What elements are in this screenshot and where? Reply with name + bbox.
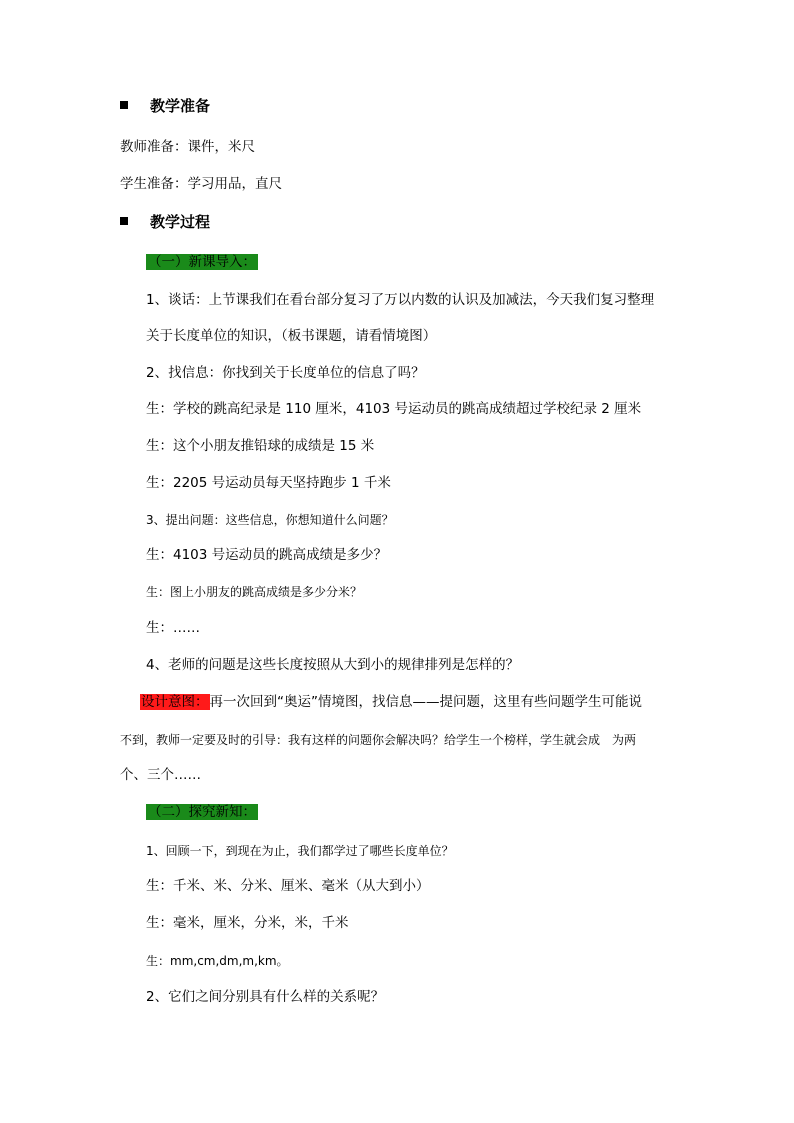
paragraph-line: 3、提出问题：这些信息，你想知道什么问题？ <box>146 513 394 527</box>
paragraph-line: 1、回顾一下，到现在为止，我们都学过了哪些长度单位？ <box>146 844 454 858</box>
design-intent-line: 不到，教师一定要及时的引导：我有这样的问题你会解决吗？给学生一个榜样，学生就会成 为两 <box>120 733 637 747</box>
design-intent-line: 个、三个…… <box>120 767 201 783</box>
paragraph-line: 生：mm,cm,dm,m,km。 <box>146 954 289 968</box>
paragraph-line: 2、它们之间分别具有什么样的关系呢？ <box>146 989 385 1005</box>
teacher-prep-line: 教师准备：课件，米尺 <box>120 139 255 155</box>
square-bullet-icon <box>120 217 128 225</box>
paragraph-line: 生：2205 号运动员每天坚持跑步 1 千米 <box>146 475 391 491</box>
paragraph-line: 生：学校的跳高纪录是 110 厘米，4103 号运动员的跳高成绩超过学校纪录 2 厘米 <box>146 401 642 417</box>
paragraph-line: 生：…… <box>146 620 200 636</box>
paragraph-line: 生：4103 号运动员的跳高成绩是多少？ <box>146 547 388 563</box>
part2-label-highlight: （二）探究新知： <box>148 804 256 820</box>
paragraph-line: 1、谈话：上节课我们在看台部分复习了万以内数的认识及加减法，今天我们复习整理 <box>146 292 655 308</box>
paragraph-line: 生：这个小朋友推铅球的成绩是 15 米 <box>146 438 375 454</box>
design-intent-line <box>140 692 642 712</box>
student-prep-line: 学生准备：学习用品，直尺 <box>120 176 282 192</box>
paragraph-line: 2、找信息：你找到关于长度单位的信息了吗？ <box>146 365 425 381</box>
paragraph-line: 关于长度单位的知识，（板书课题，请看情境图） <box>146 328 437 344</box>
design-intent-label: 设计意图： <box>141 694 209 710</box>
part1-label <box>146 252 258 272</box>
paragraph-line: 4、老师的问题是这些长度按照从大到小的规律排列是怎样的？ <box>146 657 520 673</box>
part2-label <box>146 802 258 822</box>
paragraph-line: 生：毫米，厘米，分米，米，千米 <box>146 915 349 931</box>
design-intent-text: 再一次回到“奥运”情境图，找信息——提问题，这里有些问题学生可能说 <box>209 694 642 710</box>
part1-label-highlight: （一）新课导入： <box>148 254 256 270</box>
square-bullet-icon <box>120 101 128 109</box>
heading-teaching-prep: 教学准备 <box>120 96 210 116</box>
paragraph-line: 生：图上小朋友的跳高成绩是多少分米？ <box>146 585 363 599</box>
paragraph-line: 生：千米、米、分米、厘米、毫米（从大到小） <box>146 878 430 894</box>
heading-teaching-process: 教学过程 <box>120 212 210 232</box>
